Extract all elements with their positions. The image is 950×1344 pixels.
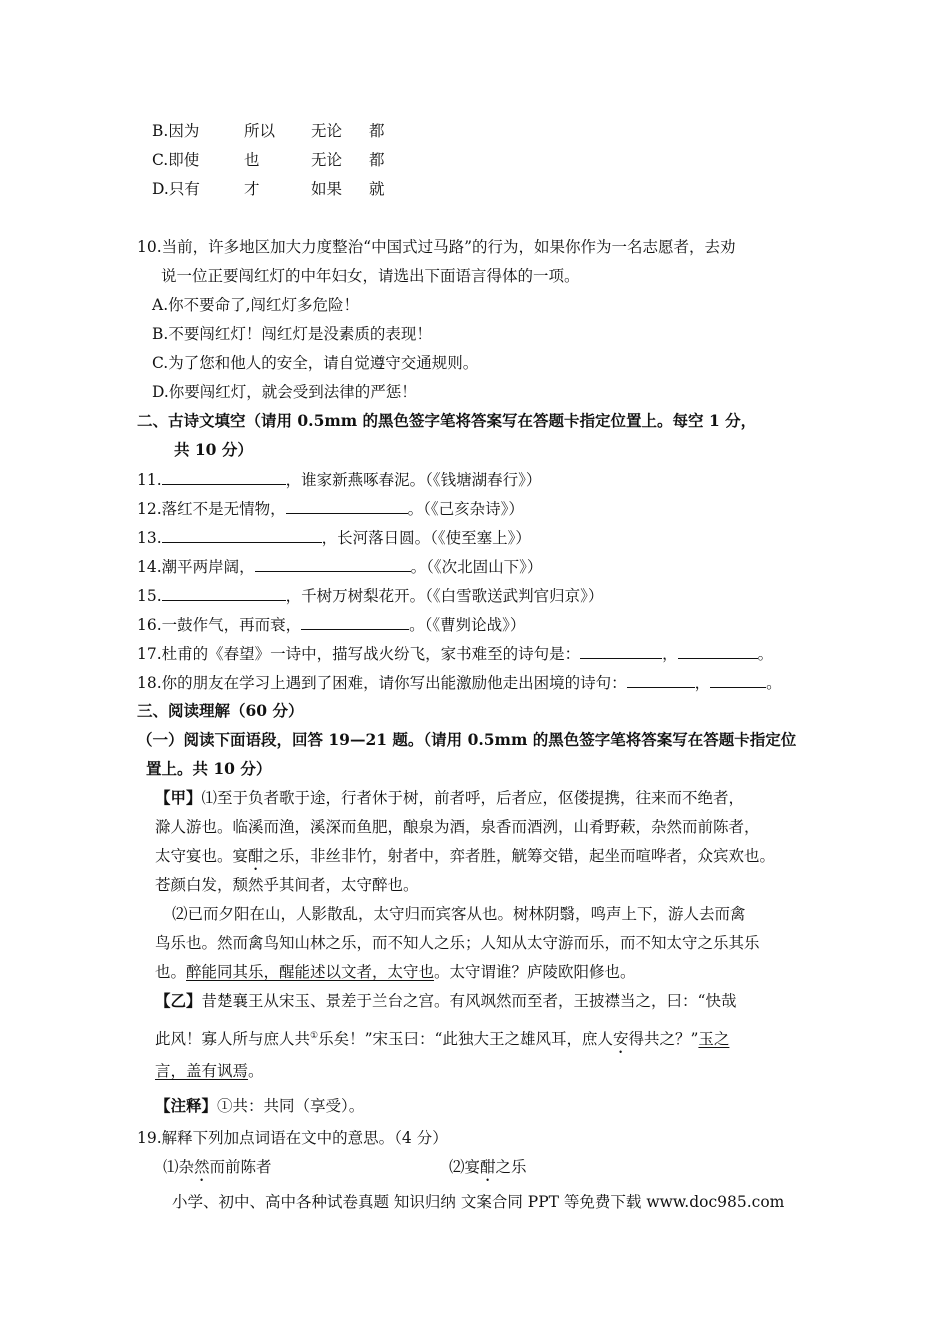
option-row-d xyxy=(152,179,385,199)
answer-blank[interactable] xyxy=(580,643,662,659)
poem-q14: 14.潮平两岸阔， 。（《次北固山下》） xyxy=(137,558,543,576)
poem-q17: 17.杜甫的《春望》一诗中，描写战火纷飞，家书难至的诗句是： ， 。 xyxy=(137,645,774,663)
dotted-word: 酣 xyxy=(248,847,264,865)
poem-q11: 11. ，谁家新燕啄春泥。（《钱塘湖春行》） xyxy=(137,471,542,489)
passage-jia-p1-line1: 【甲】⑴至于负者歌于途，行者休于树，前者呼，后者应，伛偻提携，往来而不绝者， xyxy=(155,788,745,807)
passage-jia-p1-line2: 滁人游也。临溪而渔，溪深而鱼肥，酿泉为酒，泉香而酒洌，山肴野蔌，杂然而前陈者， xyxy=(155,818,760,836)
page-footer: 小学、初中、高中各种试卷真题 知识归纳 文案合同 PPT 等免费下载 www.doc985.com xyxy=(172,1193,785,1211)
poem-q13: 13. ，长河落日圆。（《使至塞上》） xyxy=(137,529,531,547)
dotted-word: 然 xyxy=(194,1158,210,1176)
answer-blank[interactable] xyxy=(710,672,766,688)
dotted-word: 酣 xyxy=(480,1158,496,1176)
q19-item-2: ⑵宴酣之乐 xyxy=(449,1158,527,1176)
option-row-c xyxy=(152,150,385,170)
answer-blank[interactable] xyxy=(286,498,408,514)
option-letter: B.因为 xyxy=(152,122,200,140)
answer-blank[interactable] xyxy=(162,469,286,485)
option-word: 所以 xyxy=(244,122,276,140)
passage-yi-line1: 【乙】昔楚襄王从宋玉、景差于兰台之宫。有风飒然而至者，王披襟当之，曰：“快哉 xyxy=(155,991,737,1010)
q19-item-1: ⑴杂然而前陈者 xyxy=(163,1158,272,1176)
underlined-sentence: 言，盖有讽焉 xyxy=(155,1062,249,1080)
option-word: 都 xyxy=(369,122,385,140)
option-word: 无论 xyxy=(311,151,343,169)
passage-jia-p2-line3: 也。醉能同其乐，醒能述以文者，太守也。太守谓谁？庐陵欧阳修也。 xyxy=(155,963,636,981)
passage-tag: 【甲】 xyxy=(155,788,202,807)
option-row-b xyxy=(152,121,385,141)
passage-yi-line2: 此风！寡人所与庶人共①乐矣！”宋玉曰：“此独大王之雄风耳，庶人安得共之？”玉之 xyxy=(155,1030,730,1049)
poem-q18: 18.你的朋友在学习上遇到了困难，请你写出能激励他走出困境的诗句： ， 。 xyxy=(137,674,782,692)
answer-blank[interactable] xyxy=(162,585,286,601)
passage-tag: 【乙】 xyxy=(155,991,202,1010)
option-word: 就 xyxy=(369,180,385,198)
passage-yi-line3: 言，盖有讽焉。 xyxy=(155,1062,264,1080)
option-word: 无论 xyxy=(311,122,343,140)
q10-option-d: D.你要闯红灯，就会受到法律的严惩！ xyxy=(152,383,417,401)
q19-stem: 19.解释下列加点词语在文中的意思。（4 分） xyxy=(137,1129,448,1147)
q10-option-c: C.为了您和他人的安全，请自觉遵守交通规则。 xyxy=(152,354,479,372)
answer-blank[interactable] xyxy=(627,672,695,688)
passage-jia-p1-line4: 苍颜白发，颓然乎其间者，太守醉也。 xyxy=(155,876,419,894)
option-word: 都 xyxy=(369,151,385,169)
q10-stem-line2: 说一位正要闯红灯的中年妇女，请选出下面语言得体的一项。 xyxy=(161,267,580,285)
answer-blank[interactable] xyxy=(162,527,322,543)
section2-heading: 二、古诗文填空（请用 0.5mm 的黑色签字笔将答案写在答题卡指定位置上。每空 1 分， xyxy=(137,411,757,430)
q10-option-a: A.你不要命了,闯红灯多危险！ xyxy=(152,296,360,314)
dotted-word: 安 xyxy=(612,1030,629,1049)
option-word: 也 xyxy=(244,151,260,169)
q10-option-b: B.不要闯红灯！闯红灯是没素质的表现！ xyxy=(152,325,432,343)
poem-q12: 12.落红不是无情物， 。（《己亥杂诗》） xyxy=(137,500,524,518)
poem-q16: 16.一鼓作气，再而衰， 。（《曹刿论战》） xyxy=(137,616,526,634)
answer-blank[interactable] xyxy=(255,556,411,572)
footnote-marker: ① xyxy=(310,1031,319,1041)
passage-jia-p2-line2: 鸟乐也。然而禽鸟知山林之乐，而不知人之乐；人知从太守游而乐，而不知太守之乐其乐 xyxy=(155,934,760,952)
passage-jia-p1-line3: 太守宴也。宴酣之乐，非丝非竹，射者中，弈者胜，觥筹交错，起坐而喧哗者，众宾欢也。 xyxy=(155,847,776,865)
underlined-sentence: 玉之 xyxy=(698,1030,730,1049)
section2-heading-cont: 共 10 分） xyxy=(174,440,253,459)
section3-heading: 三、阅读理解（60 分） xyxy=(137,701,304,720)
poem-q15: 15. ，千树万树梨花开。（《白雪歌送武判官归京》） xyxy=(137,587,604,605)
annotation: 【注释】①共：共同（享受）。 xyxy=(155,1096,365,1115)
subsection1-heading-cont: 置上。共 10 分） xyxy=(146,759,272,778)
option-letter: D.只有 xyxy=(152,180,200,198)
option-word: 才 xyxy=(244,180,260,198)
subsection1-heading: （一）阅读下面语段，回答 19—21 题。（请用 0.5mm 的黑色签字笔将答案写在答题卡指定位 xyxy=(137,730,797,749)
option-word: 如果 xyxy=(311,180,343,198)
option-letter: C.即使 xyxy=(152,151,200,169)
passage-jia-p2-line1: ⑵已而夕阳在山，人影散乱，太守归而宾客从也。树林阴翳，鸣声上下，游人去而禽 xyxy=(172,905,746,923)
answer-blank[interactable] xyxy=(678,643,758,659)
underlined-sentence: 醉能同其乐，醒能述以文者，太守也 xyxy=(186,963,435,981)
q10-stem-line1: 10.当前，许多地区加大力度整治“中国式过马路”的行为，如果你作为一名志愿者，去劝 xyxy=(137,238,736,256)
annotation-tag: 【注释】 xyxy=(155,1096,218,1115)
answer-blank[interactable] xyxy=(301,614,409,630)
